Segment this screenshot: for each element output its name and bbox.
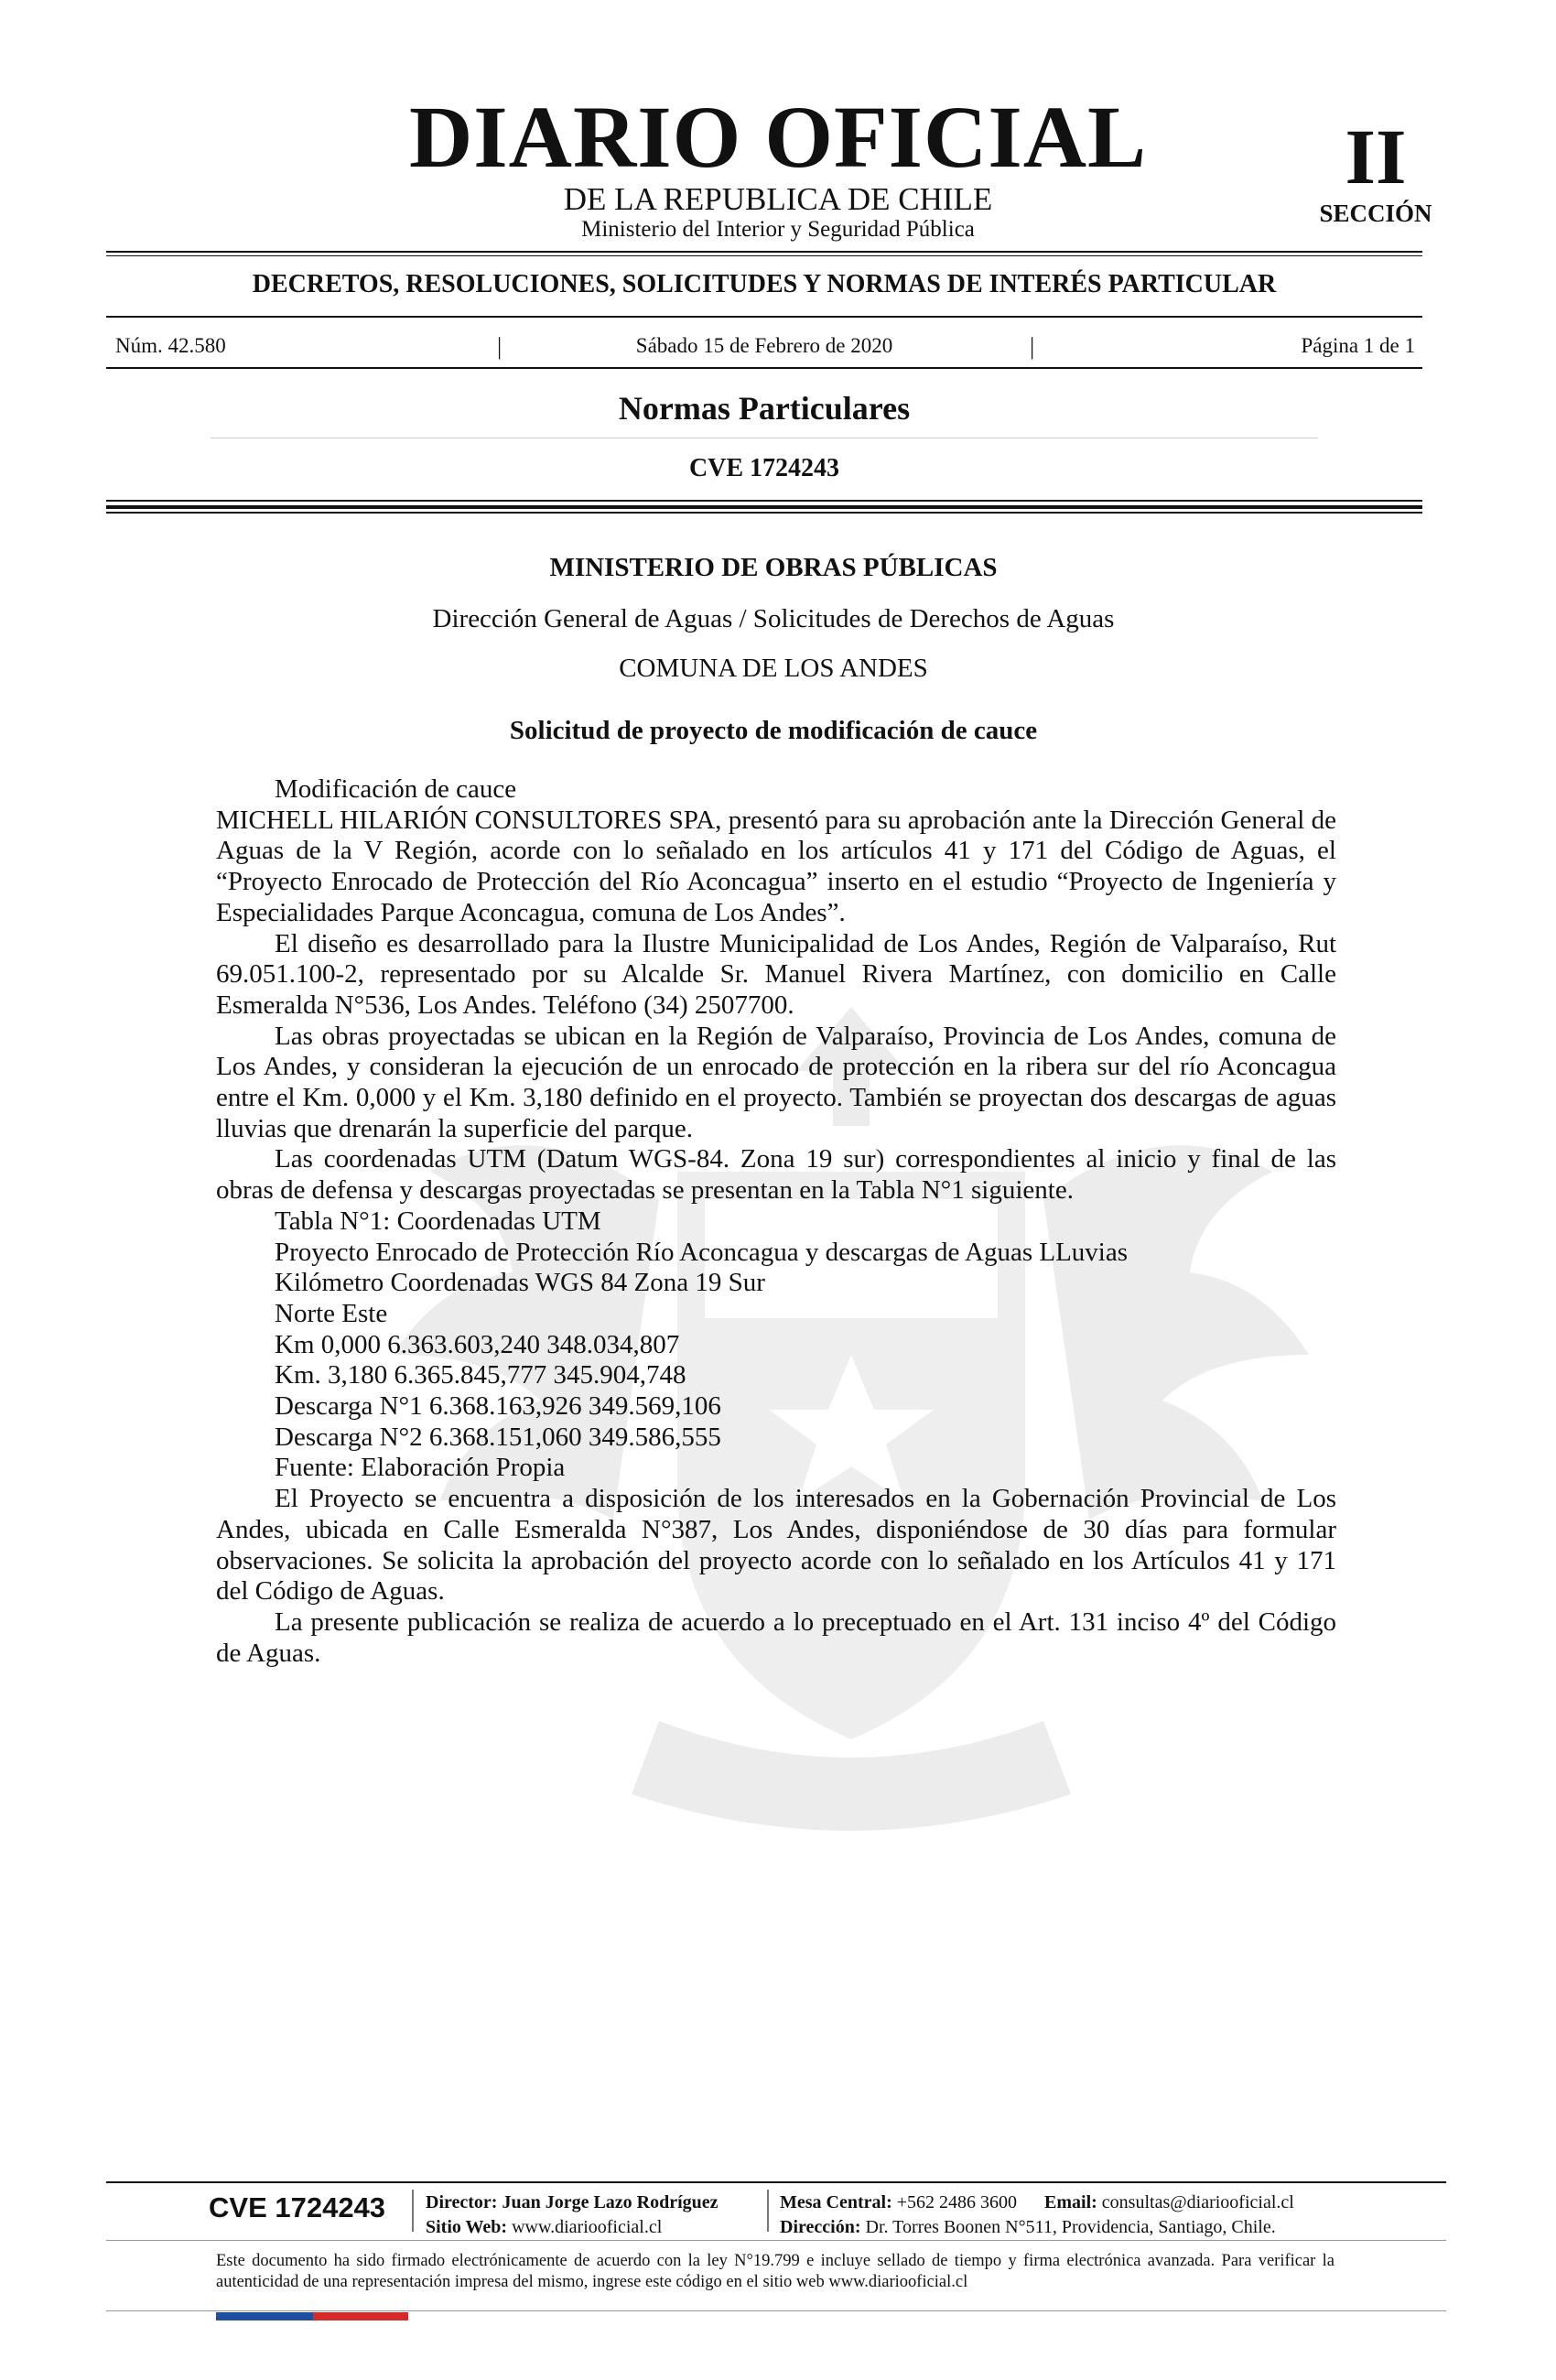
body-paragraph: El diseño es desarrollado para la Ilustre Municipalidad de Los Andes, Región de Valparaíso, Rut 69.051.100-2, representado por su Alcalde Sr. Manuel Rivera Martínez, con domicilio en Calle Esmeralda N°536, Los Andes. Teléfono (34) 2507700. <box>216 928 1336 1020</box>
body-paragraph: Proyecto Enrocado de Protección Río Aconcagua y descargas de Aguas LLuvias <box>275 1237 1129 1267</box>
body-paragraph: Descarga N°2 6.368.151,060 349.586,555 <box>275 1422 721 1452</box>
footer-rule-top <box>106 2181 1446 2183</box>
ministry-line: Ministerio del Interior y Seguridad Pública <box>581 217 975 242</box>
body-paragraph: Tabla N°1: Coordenadas UTM <box>275 1206 601 1236</box>
info-rule <box>106 367 1422 369</box>
phone-number: +562 2486 3600 <box>896 2192 1018 2212</box>
document-body <box>216 774 1336 1669</box>
issue-info-bar <box>106 335 1422 362</box>
footer-cve: CVE 1724243 <box>209 2191 386 2223</box>
body-paragraph: Km 0,000 6.363.603,240 348.034,807 <box>275 1329 680 1359</box>
newspaper-title: DIARIO OFICIAL <box>408 88 1148 186</box>
cve-code: CVE 1724243 <box>688 454 840 482</box>
email-link[interactable]: consultas@diariooficial.cl <box>1101 2192 1294 2212</box>
header-rule-top-2 <box>106 255 1422 256</box>
flag-stripe-blue <box>216 2312 313 2320</box>
direction-heading: Dirección General de Aguas / Solicitudes de Derechos de Aguas <box>432 604 1115 633</box>
footer-director-block <box>426 2191 719 2240</box>
section-label: SECCIÓN <box>1319 200 1432 227</box>
phone-label: Mesa Central: <box>780 2192 892 2212</box>
director-name: Juan Jorge Lazo Rodríguez <box>502 2192 719 2212</box>
newspaper-subtitle: DE LA REPUBLICA DE CHILE <box>563 181 993 217</box>
body-paragraph: Km. 3,180 6.365.845,777 345.904,748 <box>275 1360 686 1390</box>
address-label: Dirección: <box>780 2217 861 2237</box>
header-rule-mid <box>106 316 1422 318</box>
body-paragraph: Las obras proyectadas se ubican en la Región de Valparaíso, Provincia de Los Andes, comuna de Los Andes, y consideran la ejecución de un enrocado de protección en la ribera sur del río Aconcagua entre el Km. 0,000 y el Km. 3,180 definido en el proyecto. También se proyectan dos descargas de aguas lluvias que drenarán la superficie del parque. <box>216 1021 1336 1143</box>
body-paragraph: Kilómetro Coordenadas WGS 84 Zona 19 Sur <box>275 1268 765 1298</box>
director-label: Director: <box>426 2192 498 2212</box>
body-paragraph: La presente publicación se realiza de acuerdo a lo preceptuado en el Art. 131 inciso 4º del Código de Aguas. <box>216 1606 1336 1668</box>
separator-2: | <box>1030 333 1035 360</box>
website-link[interactable]: www.diariooficial.cl <box>512 2217 663 2237</box>
footer-legal-notice: Este documento ha sido firmado electrónicamente de acuerdo con la ley N°19.799 e incluye sellado de tiempo y firma electrónica avanzada. Para verificar la autenticidad de una representación impresa del mismo, ingrese este código en el sitio web www.diariooficial.cl <box>216 2252 1334 2291</box>
section-heading: DECRETOS, RESOLUCIONES, SOLICITUDES Y NORMAS DE INTERÉS PARTICULAR <box>252 270 1277 298</box>
commune-heading: COMUNA DE LOS ANDES <box>619 654 928 683</box>
body-paragraph: MICHELL HILARIÓN CONSULTORES SPA, presentó para su aprobación ante la Dirección General de Aguas de la V Región, acorde con lo señalado en los artículos 41 y 171 del Código de Aguas, el “Proyecto Enrocado de Protección del Río Aconcagua” inserto en el estudio “Proyecto de Ingeniería y Especialidades Parque Aconcagua, comuna de Los Andes”. <box>216 805 1336 927</box>
document-title: Solicitud de proyecto de modificación de cauce <box>509 716 1038 745</box>
body-paragraph: Norte Este <box>275 1298 388 1328</box>
address-text: Dr. Torres Boonen N°511, Providencia, Santiago, Chile. <box>865 2217 1276 2237</box>
issue-number: Núm. 42.580 <box>115 334 226 357</box>
footer-contact-block <box>780 2191 1338 2240</box>
body-paragraph: Las coordenadas UTM (Datum WGS-84. Zona 19 sur) correspondientes al inicio y final de las obras de defensa y descargas proyectadas se presentan en la Tabla N°1 siguiente. <box>216 1144 1336 1206</box>
website-label: Sitio Web: <box>426 2217 508 2237</box>
cve-rule-1 <box>106 500 1422 502</box>
cve-rule-3 <box>106 512 1422 514</box>
footer-rule-mid <box>106 2240 1446 2241</box>
flag-stripe-red <box>313 2312 408 2320</box>
footer-divider-2 <box>767 2190 769 2232</box>
separator-1: | <box>497 333 502 360</box>
body-paragraph: Fuente: Elaboración Propia <box>275 1453 566 1483</box>
body-paragraph: El Proyecto se encuentra a disposición de los interesados en la Gobernación Provincial de Los Andes, ubicada en Calle Esmeralda N°387, Los Andes, disponiéndose de 30 días para formular observaciones. Se solicita la aprobación del proyecto acorde con lo señalado en los Artículos 41 y 171 del Código de Aguas. <box>216 1484 1336 1606</box>
ministry-heading: MINISTERIO DE OBRAS PÚBLICAS <box>549 553 998 582</box>
issue-date: Sábado 15 de Febrero de 2020 <box>635 334 893 357</box>
header-rule-top <box>106 251 1422 253</box>
page-indicator: Página 1 de 1 <box>1301 334 1415 357</box>
body-paragraph: Descarga N°1 6.368.163,926 349.569,106 <box>275 1391 721 1422</box>
category-title: Normas Particulares <box>618 390 911 427</box>
footer-rule-bottom <box>106 2310 1446 2311</box>
email-label: Email: <box>1044 2192 1097 2212</box>
cve-rule-2 <box>106 505 1422 509</box>
body-paragraph: Modificación de cauce <box>275 774 517 804</box>
section-number: II <box>1345 113 1407 200</box>
footer-divider-1 <box>412 2190 414 2232</box>
